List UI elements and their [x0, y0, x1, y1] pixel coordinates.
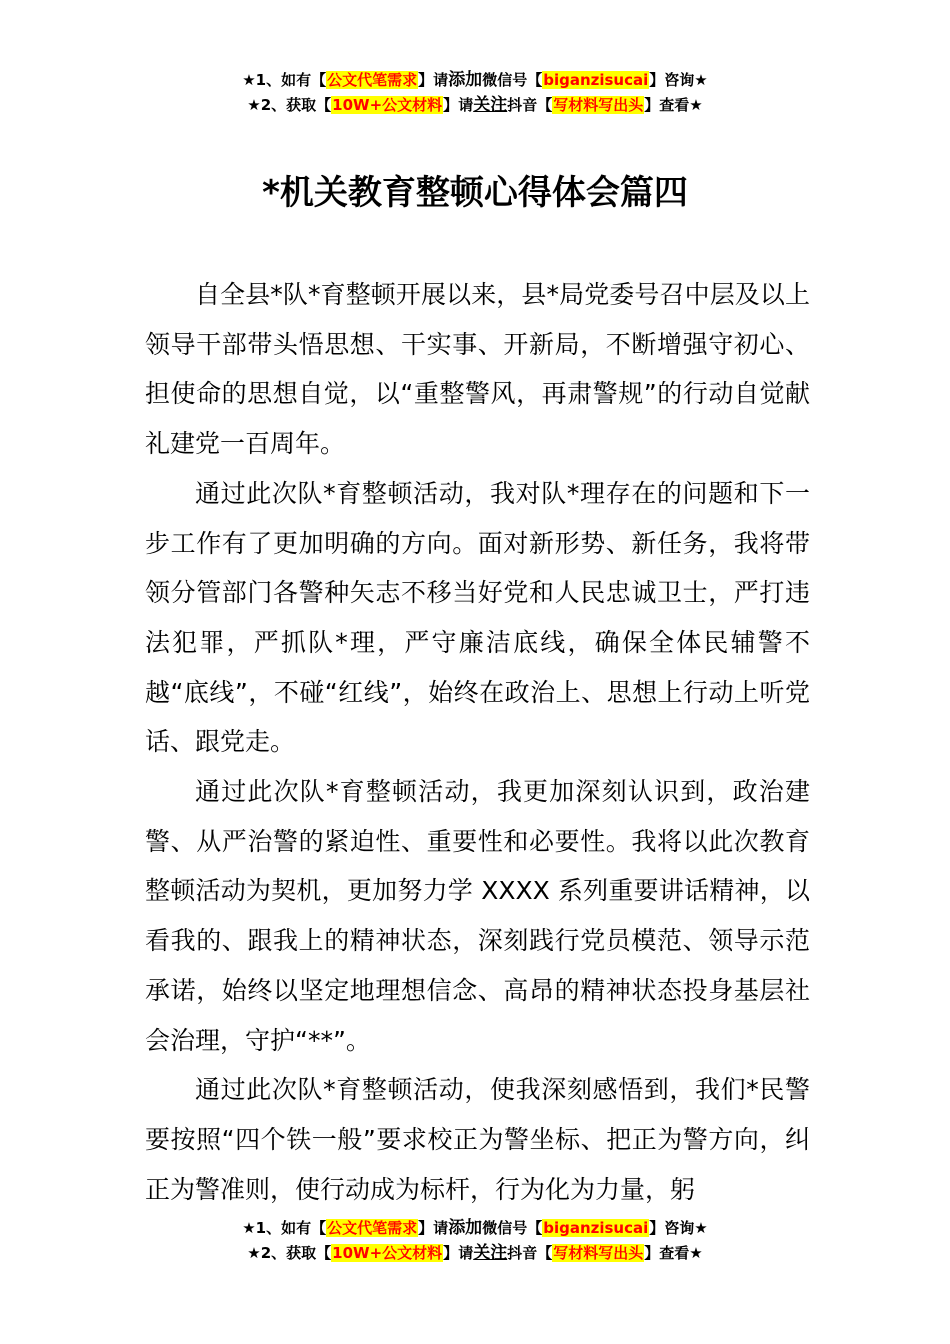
bracket: 】 — [644, 1244, 660, 1262]
highlight-service: 公文代笔需求 — [327, 71, 418, 89]
bracket: 】 — [649, 1219, 665, 1237]
notice-text: 查看★ — [659, 1244, 703, 1262]
paragraph-1: 自全县*队*育整顿开展以来，县*局党委号召中层及以上领导干部带头悟思想、干实事、开新局，不断增强守初心、担使命的思想自觉，以“重整警风，再肃警规”的行动自觉献礼建党一百周年。 — [145, 280, 810, 459]
bracket: 【 — [316, 96, 332, 114]
bracket: 】 — [649, 71, 665, 89]
bracket: 【 — [537, 1244, 553, 1262]
notice-text: 咨询★ — [664, 71, 708, 89]
bracket: 】 — [443, 96, 459, 114]
document-title: *机关教育整顿心得体会篇四 — [262, 173, 688, 213]
footer-notice — [0, 1216, 950, 1266]
notice-text: ★2、获取 — [247, 1244, 317, 1262]
bracket: 【 — [311, 1219, 327, 1237]
notice-text: 抖音 — [507, 96, 538, 114]
highlight-douyin-account: 写材料写出头 — [553, 1244, 644, 1262]
bracket: 【 — [311, 71, 327, 89]
highlight-materials: 10W+公文材料 — [332, 96, 443, 114]
highlight-service: 公文代笔需求 — [327, 1219, 418, 1237]
notice-emphasis: 关注 — [473, 95, 508, 115]
highlight-wechat-id: biganzisucai — [543, 1219, 649, 1237]
bracket: 【 — [527, 1219, 543, 1237]
notice-emphasis: 关注 — [473, 1243, 508, 1263]
notice-line-2 — [0, 1241, 950, 1266]
bracket: 】 — [644, 96, 660, 114]
notice-text: 微信号 — [482, 1219, 528, 1237]
notice-text: 抖音 — [507, 1244, 538, 1262]
notice-text: 请 — [458, 1244, 474, 1262]
notice-line-1 — [0, 68, 950, 93]
bracket: 【 — [316, 1244, 332, 1262]
notice-emphasis: 添加 — [448, 70, 483, 90]
highlight-douyin-account: 写材料写出头 — [553, 96, 644, 114]
highlight-materials: 10W+公文材料 — [332, 1244, 443, 1262]
bracket: 【 — [537, 96, 553, 114]
notice-text: 咨询★ — [664, 1219, 708, 1237]
header-notice — [0, 68, 950, 118]
notice-line-1 — [0, 1216, 950, 1241]
notice-text: 查看★ — [659, 96, 703, 114]
notice-text: ★1、如有 — [242, 1219, 312, 1237]
highlight-wechat-id: biganzisucai — [543, 71, 649, 89]
notice-text: 请 — [458, 96, 474, 114]
notice-text: ★1、如有 — [242, 71, 312, 89]
paragraph-4: 通过此次队*育整顿活动，使我深刻感悟到，我们*民警要按照“四个铁一般”要求校正为警坐标、把正为警方向，纠正为警准则，使行动成为标杆，行为化为力量，躬 — [145, 1075, 810, 1204]
notice-text: 请 — [433, 1219, 449, 1237]
bracket: 】 — [443, 1244, 459, 1262]
paragraph-3: 通过此次队*育整顿活动，我更加深刻认识到，政治建警、从严治警的紧迫性、重要性和必要性。我将以此次教育整顿活动为契机，更加努力学 XXXX 系列重要讲话精神，以看我的、跟我上的精神状态，深刻践行党员模范、领导示范承诺，始终以坚定地理想信念、高昂的精神状态投身基层社会治理，守护“**”。 — [145, 777, 810, 1055]
bracket: 】 — [418, 1219, 434, 1237]
notice-line-2 — [0, 93, 950, 118]
notice-text: ★2、获取 — [247, 96, 317, 114]
bracket: 【 — [527, 71, 543, 89]
bracket: 】 — [418, 71, 434, 89]
document-body — [145, 270, 810, 1214]
notice-text: 微信号 — [482, 71, 528, 89]
paragraph-2: 通过此次队*育整顿活动，我对队*理存在的问题和下一步工作有了更加明确的方向。面对新形势、新任务，我将带领分管部门各警种矢志不移当好党和人民忠诚卫士，严打违法犯罪，严抓队*理，严守廉洁底线，确保全体民辅警不越“底线”，不碰“红线”，始终在政治上、思想上行动上听党话、跟党走。 — [145, 478, 810, 757]
notice-text: 请 — [433, 71, 449, 89]
notice-emphasis: 添加 — [448, 1218, 483, 1238]
